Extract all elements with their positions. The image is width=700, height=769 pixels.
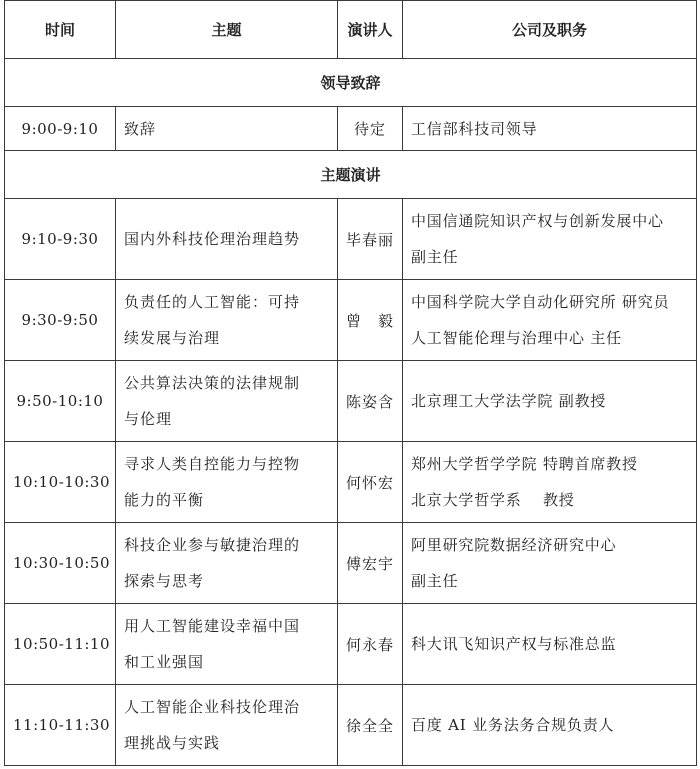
agenda-row	[5, 361, 697, 442]
agenda-table	[4, 0, 697, 766]
topic-line: 科技企业参与敏捷治理的	[124, 536, 301, 554]
org-line: 北京理工大学法学院 副教授	[411, 392, 607, 410]
agenda-row	[5, 442, 697, 523]
time-cell: 9:30-9:50	[5, 280, 116, 361]
topic-line: 和工业强国	[124, 653, 205, 671]
org-cell	[403, 280, 697, 361]
section-row	[5, 151, 697, 199]
section-row	[5, 59, 697, 107]
org-cell	[403, 523, 697, 604]
header-row	[5, 1, 697, 59]
time-cell: 10:50-11:10	[5, 604, 116, 685]
topic-cell	[116, 361, 338, 442]
time-cell: 9:50-10:10	[5, 361, 116, 442]
topic-cell	[116, 280, 338, 361]
topic-line: 人工智能企业科技伦理治	[124, 698, 301, 716]
topic-cell	[116, 442, 338, 523]
agenda-row	[5, 685, 697, 766]
topic-line: 与伦理	[124, 410, 173, 428]
topic-cell	[116, 604, 338, 685]
time-cell: 10:30-10:50	[5, 523, 116, 604]
topic-line: 公共算法决策的法律规制	[124, 374, 301, 392]
section-title: 主题演讲	[5, 151, 697, 199]
agenda-body	[5, 59, 697, 766]
agenda-row	[5, 604, 697, 685]
org-cell	[403, 685, 697, 766]
org-cell	[403, 442, 697, 523]
agenda-row	[5, 107, 697, 151]
topic-line: 理挑战与实践	[124, 734, 221, 752]
org-cell	[403, 361, 697, 442]
org-cell	[403, 604, 697, 685]
section-title: 领导致辞	[5, 59, 697, 107]
speaker-cell: 徐全全	[338, 685, 403, 766]
org-cell	[403, 107, 697, 151]
time-cell: 9:10-9:30	[5, 199, 116, 280]
org-line: 百度 AI 业务法务合规负责人	[411, 716, 615, 734]
agenda-row	[5, 280, 697, 361]
org-line: 中国信通院知识产权与创新发展中心	[411, 212, 664, 230]
topic-cell	[116, 107, 338, 151]
topic-line: 用人工智能建设幸福中国	[124, 617, 301, 635]
org-line: 中国科学院大学自动化研究所 研究员	[411, 293, 670, 311]
org-line: 阿里研究院数据经济研究中心	[411, 536, 617, 554]
org-line: 人工智能伦理与治理中心 主任	[411, 329, 622, 347]
topic-line: 续发展与治理	[124, 329, 221, 347]
org-line: 北京大学哲学系 教授	[411, 491, 575, 509]
speaker-cell: 毕春丽	[338, 199, 403, 280]
header-time: 时间	[5, 1, 116, 59]
org-line: 科大讯飞知识产权与标准总监	[411, 635, 617, 653]
topic-cell	[116, 685, 338, 766]
agenda-row	[5, 523, 697, 604]
speaker-cell: 何怀宏	[338, 442, 403, 523]
topic-line: 致辞	[124, 119, 157, 138]
speaker-cell: 何永春	[338, 604, 403, 685]
topic-line: 能力的平衡	[124, 491, 205, 509]
org-line: 副主任	[411, 248, 459, 266]
org-cell	[403, 199, 697, 280]
header-topic: 主题	[116, 1, 338, 59]
speaker-cell: 待定	[338, 107, 403, 151]
speaker-cell: 曾 毅	[338, 280, 403, 361]
time-cell: 10:10-10:30	[5, 442, 116, 523]
time-cell: 11:10-11:30	[5, 685, 116, 766]
topic-line: 负责任的人工智能：可持	[124, 293, 301, 311]
org-line: 郑州大学哲学学院 特聘首席教授	[411, 455, 638, 473]
speaker-cell: 陈姿含	[338, 361, 403, 442]
speaker-cell: 傅宏宇	[338, 523, 403, 604]
time-cell: 9:00-9:10	[5, 107, 116, 151]
topic-cell	[116, 199, 338, 280]
org-line: 副主任	[411, 572, 459, 590]
topic-line: 国内外科技伦理治理趋势	[124, 230, 301, 248]
agenda-row	[5, 199, 697, 280]
topic-line: 探索与思考	[124, 572, 205, 590]
header-org: 公司及职务	[403, 1, 697, 59]
org-line: 工信部科技司领导	[411, 119, 538, 138]
topic-line: 寻求人类自控能力与控物	[124, 455, 301, 473]
header-speaker: 演讲人	[338, 1, 403, 59]
topic-cell	[116, 523, 338, 604]
